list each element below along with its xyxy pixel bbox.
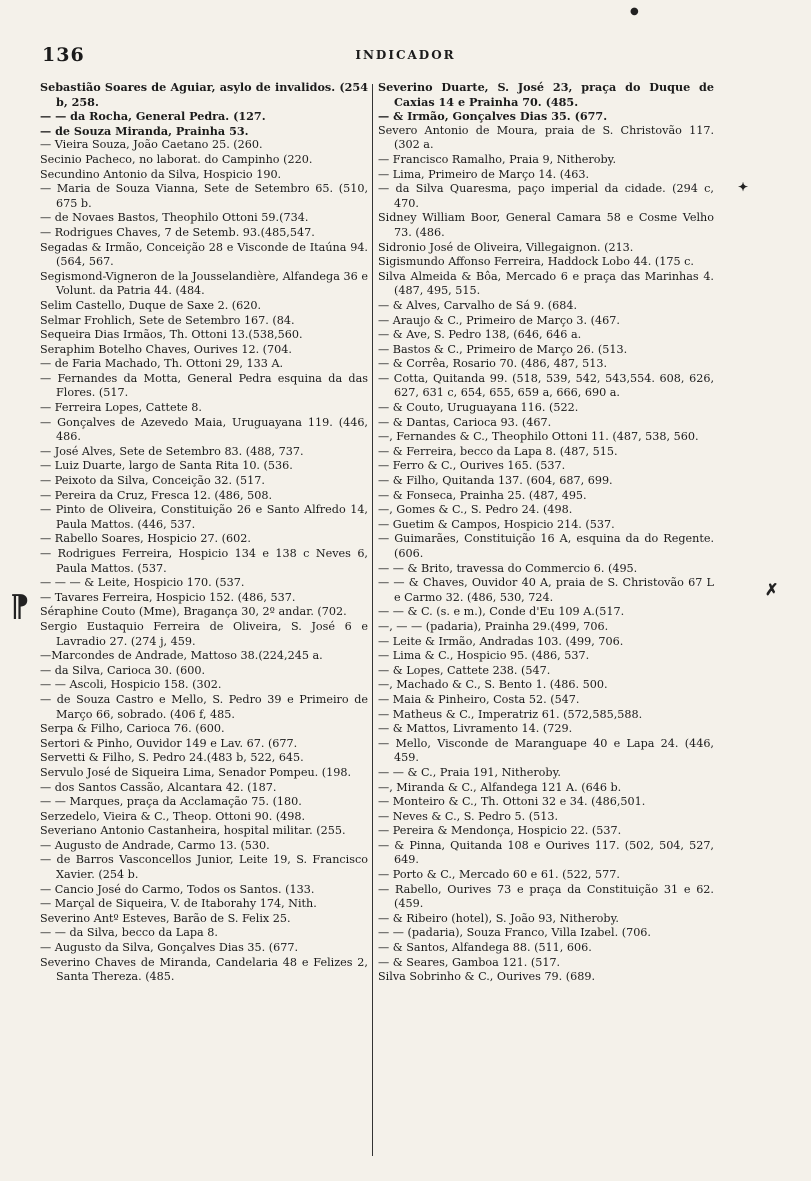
- directory-entry: — & Pinna, Quitanda 108 e Ourives 117. (502, 504, 527, 649.: [378, 838, 714, 867]
- directory-entry: Sebastião Soares de Aguiar, asylo de invalidos. (254 b, 258.: [40, 80, 368, 109]
- directory-entry: — Luiz Duarte, largo de Santa Rita 10. (536.: [40, 459, 293, 473]
- directory-entry: —, — — (padaria), Prainha 29.(499, 706.: [378, 619, 609, 633]
- page-number: 136: [42, 44, 85, 66]
- directory-entry: Selim Castello, Duque de Saxe 2. (620.: [40, 298, 262, 312]
- directory-entry: Sequeira Dias Irmãos, Th. Ottoni 13.(538,560.: [40, 328, 303, 342]
- directory-entry: — & Alves, Carvalho de Sá 9. (684.: [378, 298, 578, 312]
- directory-entry: — — & Chaves, Ouvidor 40 A, praia de S. Christovão 67 L e Carmo 32. (486, 530, 724.: [378, 576, 714, 604]
- directory-entry: — — da Silva, becco da Lapa 8.: [40, 926, 218, 940]
- directory-entry: Sergio Eustaquio Ferreira de Oliveira, S. José 6 e Lavradio 27. (274 j, 459.: [40, 619, 368, 648]
- entries-left-column: [40, 80, 368, 1170]
- directory-entry: — — (padaria), Souza Franco, Villa Izabel. (706.: [378, 926, 651, 940]
- directory-entry: —, Machado & C., S. Bento 1. (486. 500.: [378, 678, 608, 692]
- directory-entry: Servulo José de Siqueira Lima, Senador Pompeu. (198.: [40, 765, 352, 779]
- directory-entry: — Pinto de Oliveira, Constituição 26 e Santo Alfredo 14, Paula Mattos. (446, 537.: [40, 503, 368, 531]
- directory-entry: Serpa & Filho, Carioca 76. (600.: [40, 722, 225, 736]
- directory-entry: Sidney William Boor, General Camara 58 e Cosme Velho 73. (486.: [378, 211, 714, 239]
- directory-entry: — Matheus & C., Imperatriz 61. (572,585,588.: [378, 707, 643, 721]
- directory-entry: — Pereira da Cruz, Fresca 12. (486, 508.: [40, 488, 273, 502]
- directory-entry: Servetti & Filho, S. Pedro 24.(483 b, 522, 645.: [40, 751, 304, 765]
- directory-entry: — Rodrigues Ferreira, Hospicio 134 e 138 c Neves 6, Paula Mattos. (537.: [40, 547, 368, 575]
- directory-entry: — de Barros Vasconcellos Junior, Leite 19, S. Francisco Xavier. (254 b.: [40, 853, 368, 882]
- directory-entry: Secinio Pacheco, no laborat. do Campinho (220.: [40, 152, 313, 166]
- directory-entry: — — Ascoli, Hospicio 158. (302.: [40, 678, 222, 692]
- directory-entry: — — — & Leite, Hospicio 170. (537.: [40, 576, 245, 590]
- directory-entry: Seraphim Botelho Chaves, Ourives 12. (704.: [40, 342, 292, 356]
- directory-entry: — Tavares Ferreira, Hospicio 152. (486, 537.: [40, 590, 296, 604]
- directory-entry: — & Ferreira, becco da Lapa 8. (487, 515.: [378, 444, 618, 458]
- directory-entry: — Ferro & C., Ourives 165. (537.: [378, 459, 566, 473]
- margin-mark: ✦: [738, 180, 749, 194]
- directory-entry: Sigismundo Affonso Ferreira, Haddock Lobo 44. (175 c.: [378, 255, 694, 269]
- directory-entry: — Pereira & Mendonça, Hospicio 22. (537.: [378, 824, 622, 838]
- directory-entry: Severino Chaves de Miranda, Candelaria 48 e Felizes 2, Santa Thereza. (485.: [40, 955, 368, 984]
- directory-entry: — — & C. (s. e m.), Conde d'Eu 109 A.(517.: [378, 605, 625, 619]
- directory-entry: —, Gomes & C., S. Pedro 24. (498.: [378, 503, 573, 517]
- directory-entry: — & Ave, S. Pedro 138, (646, 646 a.: [378, 328, 582, 342]
- directory-entry: —, Miranda & C., Alfandega 121 A. (646 b.: [378, 780, 622, 794]
- directory-entry: — Rabello, Ourives 73 e praça da Constituição 31 e 62. (459.: [378, 882, 714, 911]
- directory-entry: — Monteiro & C., Th. Ottoni 32 e 34. (486,501.: [378, 795, 646, 809]
- directory-entry: Secundino Antonio da Silva, Hospicio 190.: [40, 167, 282, 181]
- directory-entry: Segadas & Irmão, Conceição 28 e Visconde de Itaúna 94. (564, 567.: [40, 240, 368, 269]
- margin-mark: ⁋: [10, 589, 30, 624]
- directory-entry: — Leite & Irmão, Andradas 103. (499, 706.: [378, 634, 624, 648]
- entries-right-column: [378, 80, 714, 1170]
- directory-entry: Segismond-Vigneron de la Jousselandière, Alfandega 36 e Volunt. da Patria 44. (484.: [40, 269, 368, 298]
- directory-entry: — & Irmão, Gonçalves Dias 35. (677.: [378, 109, 608, 124]
- running-title: INDICADOR: [355, 48, 456, 62]
- directory-entry: Severiano Antonio Castanheira, hospital militar. (255.: [40, 824, 346, 838]
- directory-entry: — Francisco Ramalho, Praia 9, Nitheroby.: [378, 152, 617, 166]
- directory-entry: — Mello, Visconde de Maranguape 40 e Lapa 24. (446, 459.: [378, 736, 714, 765]
- directory-entry: — da Silva Quaresma, paço imperial da cidade. (294 c, 470.: [378, 182, 714, 210]
- directory-entry: — Guimarães, Constituição 16 A, esquina da do Regente. (606.: [378, 532, 714, 560]
- directory-entry: Severino Antº Esteves, Barão de S. Felix 25.: [40, 911, 291, 925]
- directory-entry: — & Santos, Alfandega 88. (511, 606.: [378, 941, 592, 955]
- directory-entry: — de Souza Castro e Mello, S. Pedro 39 e Primeiro de Março 66, sobrado. (406 f, 485.: [40, 692, 368, 721]
- directory-entry: — Maia & Pinheiro, Costa 52. (547.: [378, 692, 580, 706]
- directory-entry: Selmar Frohlich, Sete de Setembro 167. (84.: [40, 313, 295, 327]
- directory-entry: — Cotta, Quitanda 99. (518, 539, 542, 543,554. 608, 626, 627, 631 c, 654, 655, 659 a, 666, 690 a.: [378, 371, 714, 400]
- directory-entry: — Vieira Souza, João Caetano 25. (260.: [40, 138, 263, 152]
- directory-entry: Silva Sobrinho & C., Ourives 79. (689.: [378, 970, 596, 984]
- directory-entry: — Araujo & C., Primeiro de Março 3. (467.: [378, 313, 620, 327]
- directory-entry: — Augusto da Silva, Gonçalves Dias 35. (677.: [40, 941, 299, 955]
- directory-entry: — Marçal de Siqueira, V. de Itaborahy 174, Nith.: [40, 897, 317, 911]
- directory-entry: — Maria de Souza Vianna, Sete de Setembro 65. (510, 675 b.: [40, 182, 368, 210]
- directory-entry: — da Silva, Carioca 30. (600.: [40, 663, 206, 677]
- directory-entry: — Cancio José do Carmo, Todos os Santos. (133.: [40, 882, 315, 896]
- directory-entry: — Porto & C., Mercado 60 e 61. (522, 577.: [378, 868, 620, 882]
- directory-entry: Severo Antonio de Moura, praia de S. Christovão 117. (302 a.: [378, 123, 714, 152]
- directory-entry: — de Souza Miranda, Prainha 53.: [40, 123, 249, 138]
- directory-entry: — Rodrigues Chaves, 7 de Setemb. 93.(485,547.: [40, 225, 315, 239]
- directory-entry: — — da Rocha, General Pedra. (127.: [40, 109, 266, 124]
- directory-entry: — — & C., Praia 191, Nitheroby.: [378, 765, 561, 779]
- margin-mark: ●: [630, 6, 639, 17]
- directory-entry: Sidronio José de Oliveira, Villegaignon. (213.: [378, 240, 634, 254]
- directory-entry: — & Dantas, Carioca 93. (467.: [378, 415, 552, 429]
- directory-entry: —Marcondes de Andrade, Mattoso 38.(224,245 a.: [40, 649, 323, 663]
- directory-entry: — & Mattos, Livramento 14. (729.: [378, 722, 573, 736]
- directory-entry: — Neves & C., S. Pedro 5. (513.: [378, 809, 559, 823]
- directory-entry: — Rabello Soares, Hospicio 27. (602.: [40, 532, 251, 546]
- directory-entry: — de Novaes Bastos, Theophilo Ottoni 59.(734.: [40, 211, 309, 225]
- directory-entry: — Bastos & C., Primeiro de Março 26. (513.: [378, 342, 628, 356]
- directory-entry: — & Fonseca, Prainha 25. (487, 495.: [378, 488, 587, 502]
- column-divider: [372, 84, 373, 1156]
- directory-entry: Severino Duarte, S. José 23, praça do Duque de Caxias 14 e Prainha 70. (485.: [378, 80, 714, 109]
- directory-entry: Serzedelo, Vieira & C., Theop. Ottoni 90. (498.: [40, 809, 306, 823]
- margin-mark: ✗: [765, 580, 779, 599]
- directory-entry: Séraphine Couto (Mme), Bragança 30, 2º andar. (702.: [40, 605, 347, 619]
- directory-entry: — Lima, Primeiro de Março 14. (463.: [378, 167, 590, 181]
- directory-entry: — Gonçalves de Azevedo Maia, Uruguayana 119. (446, 486.: [40, 415, 368, 444]
- directory-entry: — & Ribeiro (hotel), S. João 93, Nitheroby.: [378, 911, 619, 925]
- directory-entry: — José Alves, Sete de Setembro 83. (488, 737.: [40, 444, 304, 458]
- directory-entry: — Lima & C., Hospicio 95. (486, 537.: [378, 649, 590, 663]
- directory-entry: — Guetim & Campos, Hospicio 214. (537.: [378, 517, 615, 531]
- directory-entry: — — & Brito, travessa do Commercio 6. (495.: [378, 561, 638, 575]
- directory-entry: — Augusto de Andrade, Carmo 13. (530.: [40, 838, 270, 852]
- directory-entry: — dos Santos Cassão, Alcantara 42. (187.: [40, 780, 277, 794]
- directory-entry: — & Seares, Gamboa 121. (517.: [378, 955, 561, 969]
- directory-entry: Silva Almeida & Bôa, Mercado 6 e praça das Marinhas 4. (487, 495, 515.: [378, 269, 714, 298]
- directory-entry: — & Corrêa, Rosario 70. (486, 487, 513.: [378, 357, 607, 371]
- directory-entry: — Peixoto da Silva, Conceição 32. (517.: [40, 474, 265, 488]
- directory-entry: — Fernandes da Motta, General Pedra esquina da das Flores. (517.: [40, 371, 368, 400]
- directory-entry: — & Lopes, Cattete 238. (547.: [378, 663, 551, 677]
- directory-entry: — & Filho, Quitanda 137. (604, 687, 699.: [378, 474, 613, 488]
- directory-entry: —, Fernandes & C., Theophilo Ottoni 11. (487, 538, 560.: [378, 430, 699, 444]
- directory-entry: Sertori & Pinho, Ouvidor 149 e Lav. 67. (677.: [40, 736, 298, 750]
- directory-entry: — Ferreira Lopes, Cattete 8.: [40, 401, 202, 415]
- directory-entry: — de Faria Machado, Th. Ottoni 29, 133 A.: [40, 357, 284, 371]
- directory-entry: — & Couto, Uruguayana 116. (522.: [378, 401, 579, 415]
- directory-entry: — — Marques, praça da Acclamação 75. (180.: [40, 795, 302, 809]
